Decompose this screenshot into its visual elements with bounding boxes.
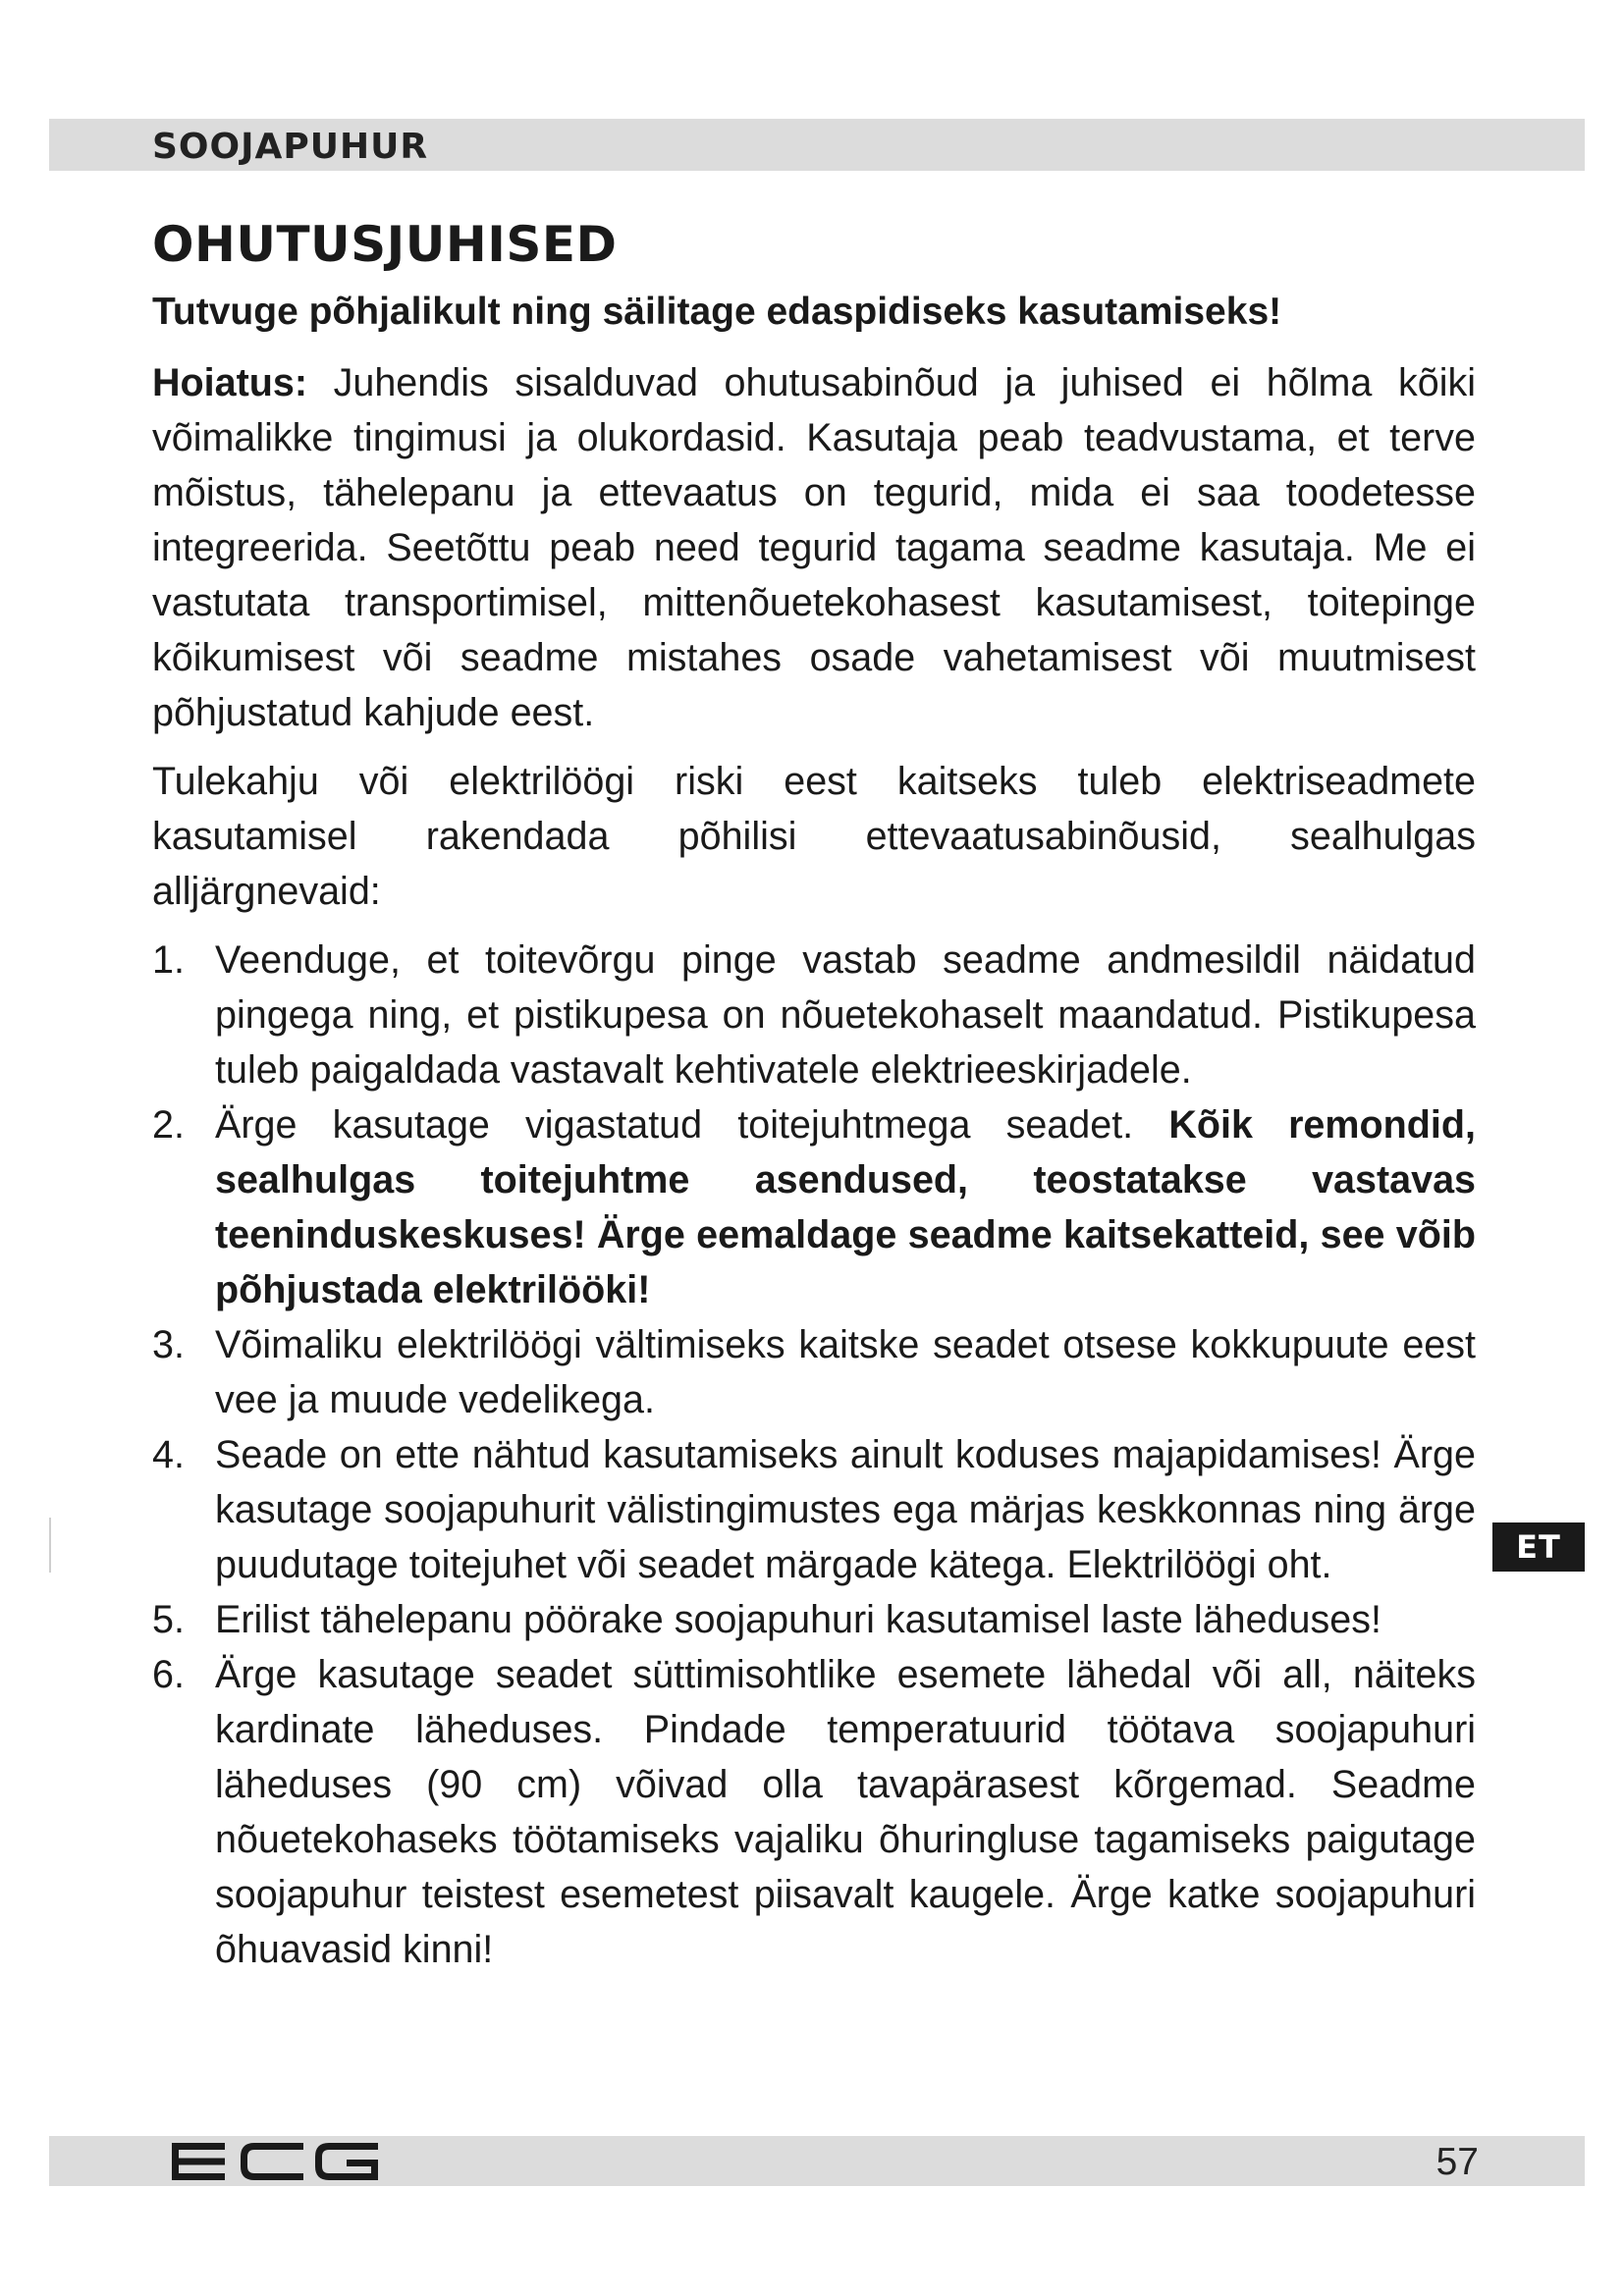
item-number: 2. <box>152 1103 185 1147</box>
item-text: Ärge kasutage seadet süttimisohtlike esemete lähedal või all, näiteks kardinate läheduses. Pindade temperatuurid töötava soojapuhuri läheduses (90 cm) võivad olla tavapärasest kõrgemad. Seadme nõuetekohaseks töötamiseks vajaliku õhuringluse tagamiseks paigutage soojapuhur teistest esemetest piisavalt kaugele. Ärge katke soojapuhuri õhuavasid kinni! <box>215 1653 1476 1971</box>
item-text: Veenduge, et toitevõrgu pinge vastab seadme andmesildil näidatud pingega ning, et pistikupesa on nõuetekohaselt maandatud. Pistikupesa tuleb paigaldada vastavalt kehtivatele elektrieeskirjadele. <box>215 938 1476 1092</box>
language-tab: ET <box>1492 1522 1585 1572</box>
subtitle: Tutvuge põhjalikult ning säilitage edaspidiseks kasutamiseks! <box>152 291 1282 333</box>
item-text: Erilist tähelepanu pöörake soojapuhuri kasutamisel laste läheduses! <box>215 1598 1381 1641</box>
item-number: 1. <box>152 938 185 982</box>
margin-mark <box>49 1518 51 1573</box>
item-text: Võimaliku elektrilöögi vältimiseks kaitske seadet otsese kokkupuute eest vee ja muude vedelikega. <box>215 1323 1476 1421</box>
warning-label: Hoiatus: <box>152 361 307 404</box>
list-item <box>152 1592 1476 1647</box>
item-number: 6. <box>152 1653 185 1696</box>
warning-text: Juhendis sisalduvad ohutusabinõud ja juhised ei hõlma kõiki võimalikke tingimusi ja olukordasid. Kasutaja peab teadvustama, et terve mõistus, tähelepanu ja ettevaatus on tegurid, mida ei saa toodetesse integreerida. Seetõttu peab need tegurid tagama seadme kasutaja. Me ei vastutata transportimisel, mittenõuetekohasest kasutamisest, toitepinge kõikumisest või seadme mistahes osade vahetamisest või muutmisest põhjustatud kahjude eest. <box>152 361 1476 734</box>
list-item <box>152 1097 1476 1317</box>
item-text: Ärge kasutage vigastatud toitejuhtmega seadet. <box>215 1103 1169 1147</box>
header-bar <box>49 119 1585 171</box>
item-number: 5. <box>152 1598 185 1641</box>
footer-bar <box>49 2136 1585 2186</box>
item-number: 4. <box>152 1433 185 1476</box>
ecg-logo <box>172 2143 378 2180</box>
page-number: 57 <box>1435 2141 1479 2183</box>
content <box>152 204 1476 1977</box>
item-bold-text: Kõik remondid, sealhulgas toitejuhtme asendused, teostatakse vastavas teeninduskeskuses! Ärge eemaldage seadme kaitsekatteid, see võib põhjustada elektrilööki! <box>215 1103 1476 1311</box>
list-item <box>152 933 1476 1097</box>
list-item <box>152 1647 1476 1977</box>
list-item <box>152 1427 1476 1592</box>
section-title: SOOJAPUHUR <box>152 127 429 167</box>
item-number: 3. <box>152 1323 185 1366</box>
item-text: Seade on ette nähtud kasutamiseks ainult koduses majapidamises! Ärge kasutage soojapuhurit välistingimustes ega märjas keskkonnas ning ärge puudutage toitejuhet või seadet märgade kätega. Elektrilöögi oht. <box>215 1433 1476 1586</box>
list-item <box>152 1317 1476 1427</box>
warning-paragraph <box>152 355 1476 740</box>
page-title: OHUTUSJUHISED <box>152 216 618 273</box>
intro-paragraph: Tulekahju või elektrilöögi riski eest kaitseks tuleb elektriseadmete kasutamisel rakendada põhilisi ettevaatusabinõusid, sealhulgas alljärgnevaid: <box>152 760 1476 913</box>
safety-list <box>152 933 1476 1977</box>
